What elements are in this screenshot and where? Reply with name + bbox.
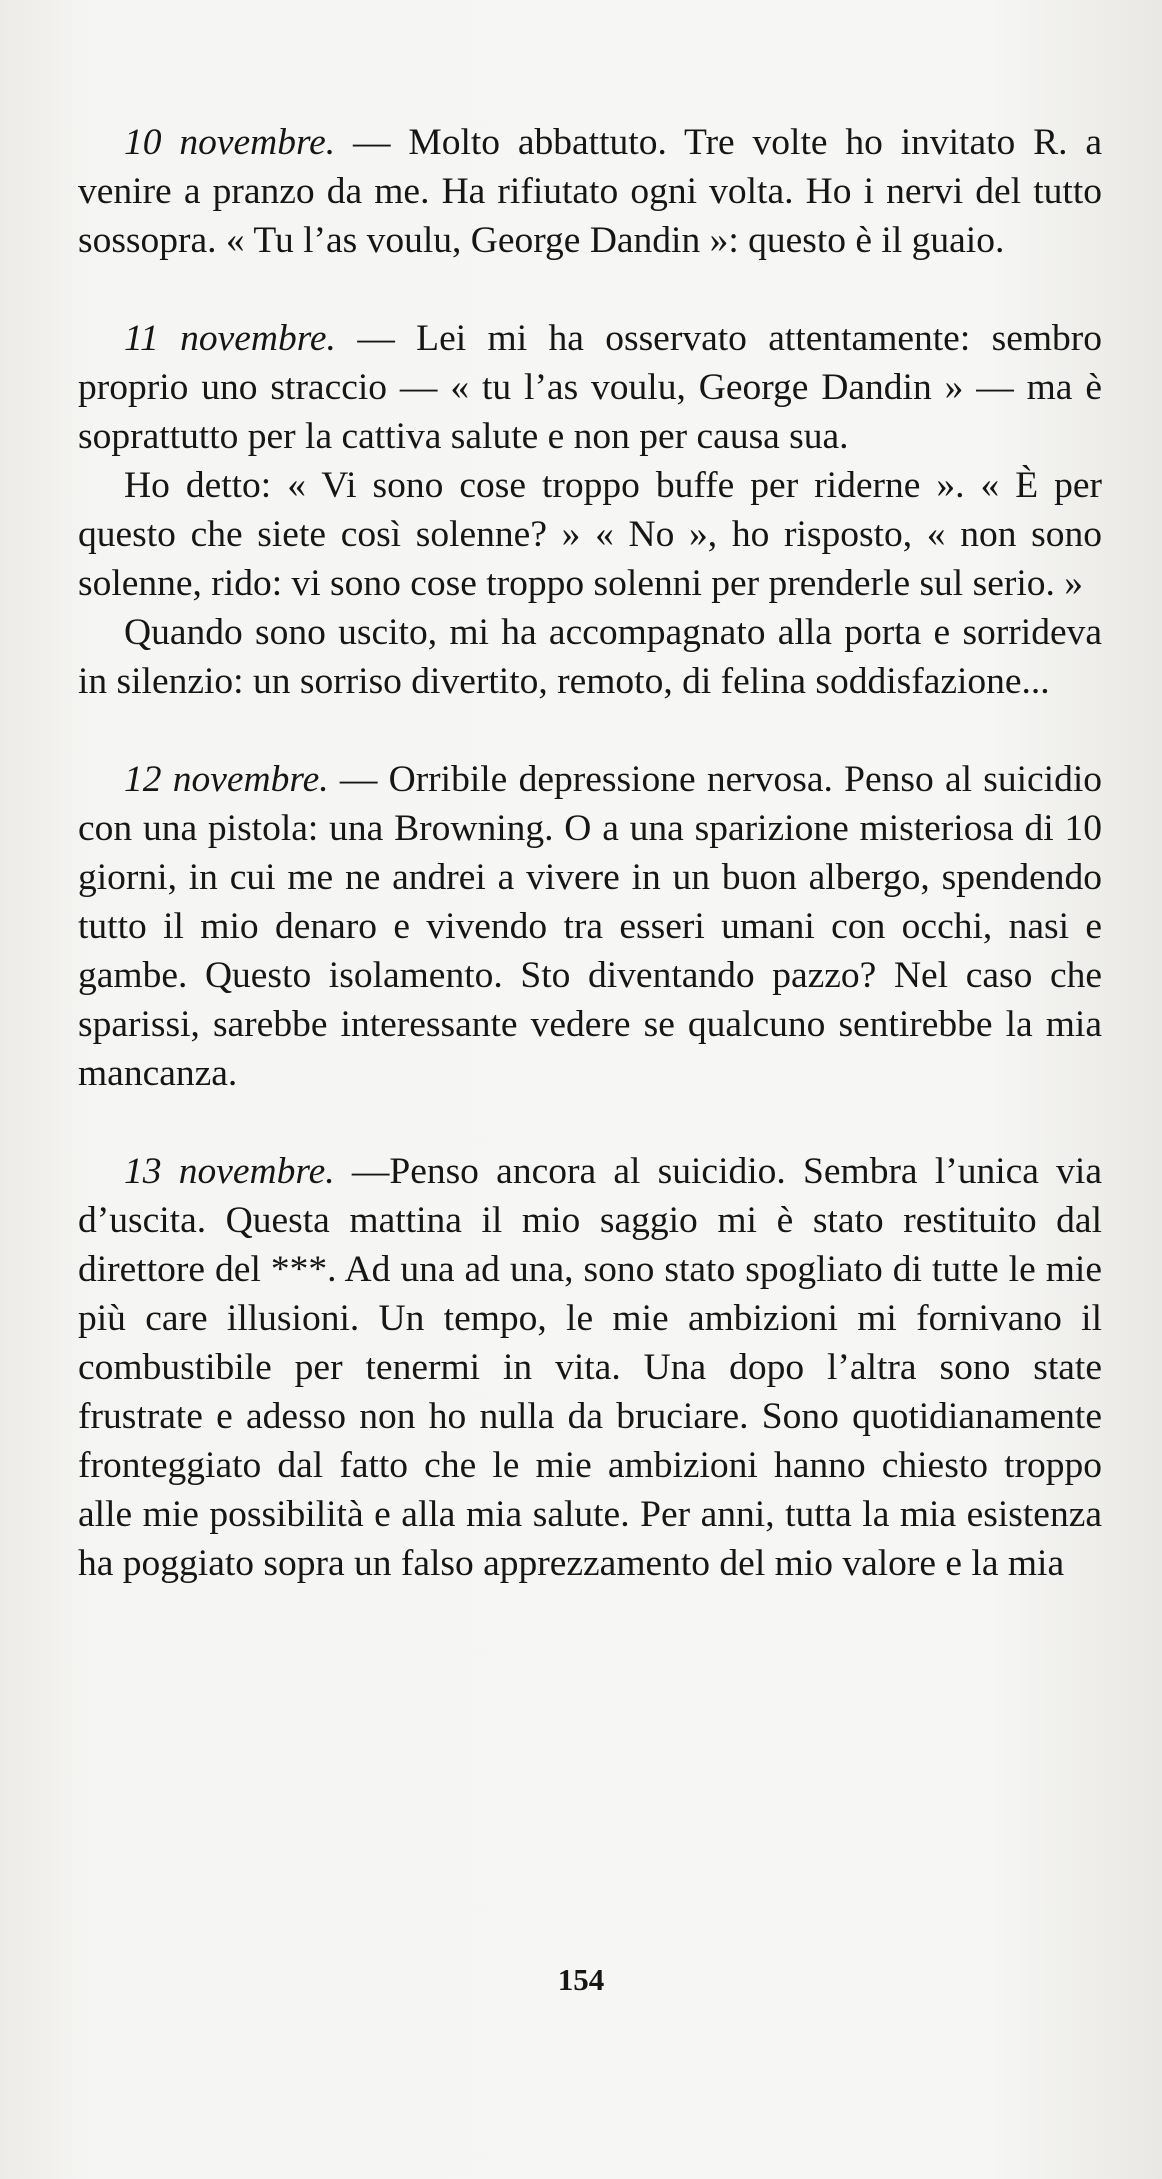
entry-paragraph xyxy=(78,755,1102,1098)
entry-paragraph xyxy=(78,1147,1102,1588)
entry-date: 12 novembre. xyxy=(124,759,329,800)
entry-date: 10 novembre. xyxy=(124,122,336,163)
entry-date: 11 novembre. xyxy=(124,318,336,359)
entry-text: — Orribile depressione nervosa. Penso al suicidio con una pistola: una Browning. O a una sparizione misteriosa di 10 giorni, in cui me ne andrei a vivere in un buon albergo, spendendo tutto il mio denaro e vivendo tra esseri umani con occhi, nasi e gambe. Questo isolamento. Sto diventando pazzo? Nel caso che sparissi, sarebbe interessante vedere se qualcuno sentirebbe la mia mancanza. xyxy=(78,759,1102,1094)
entry-11-novembre xyxy=(78,314,1102,706)
entry-text: — Molto abbattuto. Tre volte ho invitato R. a venire a pranzo da me. Ha rifiutato ogni volta. Ho i nervi del tutto sossopra. « Tu l’as voulu, George Dandin »: questo è il guaio. xyxy=(78,122,1102,261)
page-number: 154 xyxy=(557,1962,605,1997)
entry-12-novembre xyxy=(78,755,1102,1098)
entry-paragraph xyxy=(78,314,1102,461)
entry-paragraph xyxy=(78,118,1102,265)
entry-13-novembre xyxy=(78,1147,1102,1588)
entry-paragraph: Ho detto: « Vi sono cose troppo buffe per riderne ». « È per questo che siete così solenne? » « No », ho risposto, « non sono solenne, rido: vi sono cose troppo solenni per prenderle sul serio. » xyxy=(78,465,1102,604)
diary-text xyxy=(78,118,1102,1637)
entry-text: —Penso ancora al suicidio. Sembra l’unica via d’uscita. Questa mattina il mio saggio mi è stato restituito dal direttore del ***. Ad una ad una, sono stato spogliato di tutte le mie più care illusioni. Un tempo, le mie ambizioni mi fornivano il combustibile per tenermi in vita. Una dopo l’altra sono state frustrate e adesso non ho nulla da bruciare. Sono quotidianamente fronteggiato dal fatto che le mie ambizioni hanno chiesto troppo alle mie possibilità e alla mia salute. Per anni, tutta la mia esistenza ha poggiato sopra un falso apprezzamento del mio valore e la mia xyxy=(78,1151,1102,1584)
entry-paragraph: Quando sono uscito, mi ha accompagnato alla porta e sorrideva in silenzio: un sorriso divertito, remoto, di felina soddisfazione... xyxy=(78,612,1102,702)
entry-text: — Lei mi ha osservato attentamente: sembro proprio uno straccio — « tu l’as voulu, George Dandin » — ma è soprattutto per la cattiva salute e non per causa sua. xyxy=(78,318,1103,457)
entry-10-novembre xyxy=(78,118,1102,265)
entry-date: 13 novembre. xyxy=(124,1151,335,1192)
